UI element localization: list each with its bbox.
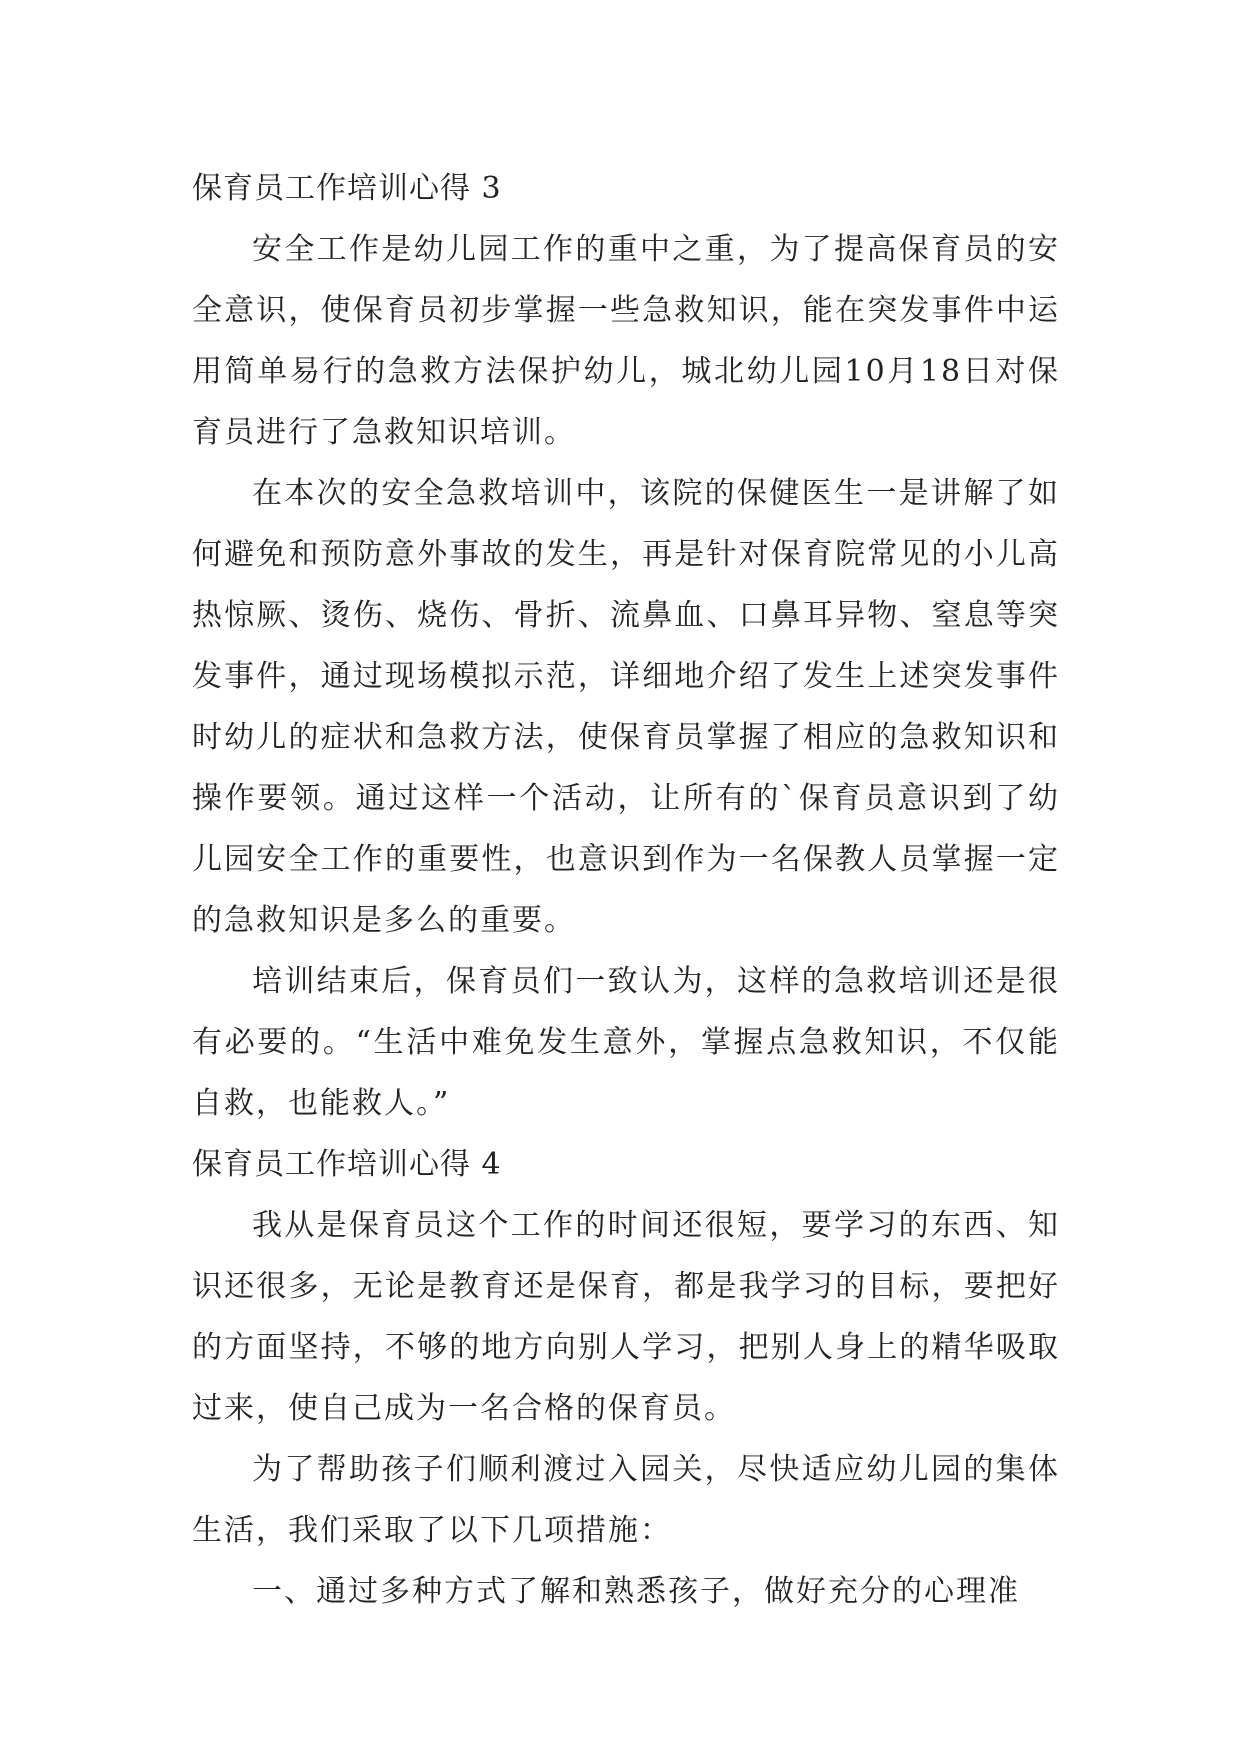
paragraph: 安全工作是幼儿园工作的重中之重，为了提高保育员的安全意识，使保育员初步掌握一些急救知识，能在突发事件中运用简单易行的急救方法保护幼儿，城北幼儿园10月18日对保育员进行了急救知识培训。 xyxy=(192,232,1060,450)
section-training-notes-3 xyxy=(192,158,1060,1134)
paragraph: 一、通过多种方式了解和熟悉孩子，做好充分的心理准 xyxy=(252,1574,1020,1609)
section-heading: 保育员工作培训心得 4 xyxy=(192,1147,502,1182)
paragraph: 在本次的安全急救培训中，该院的保健医生一是讲解了如何避免和预防意外事故的发生，再是针对保育院常见的小儿高热惊厥、烫伤、烧伤、骨折、流鼻血、口鼻耳异物、窒息等突发事件，通过现场模拟示范，详细地介绍了发生上述突发事件时幼儿的症状和急救方法，使保育员掌握了相应的急救知识和操作要领。通过这样一个活动，让所有的`保育员意识到了幼儿园安全工作的重要性，也意识到作为一名保教人员掌握一定的急救知识是多么的重要。 xyxy=(192,476,1060,938)
paragraph: 我从是保育员这个工作的时间还很短，要学习的东西、知识还很多，无论是教育还是保育，都是我学习的目标，要把好的方面坚持，不够的地方向别人学习，把别人身上的精华吸取过来，使自己成为一名合格的保育员。 xyxy=(192,1208,1060,1426)
document-body xyxy=(192,158,1060,1622)
paragraph: 为了帮助孩子们顺利渡过入园关，尽快适应幼儿园的集体生活，我们采取了以下几项措施： xyxy=(192,1452,1060,1548)
paragraph: 培训结束后，保育员们一致认为，这样的急救培训还是很有必要的。“生活中难免发生意外，掌握点急救知识，不仅能自救，也能救人。” xyxy=(192,964,1060,1121)
section-heading: 保育员工作培训心得 3 xyxy=(192,171,502,206)
section-training-notes-4 xyxy=(192,1134,1060,1622)
